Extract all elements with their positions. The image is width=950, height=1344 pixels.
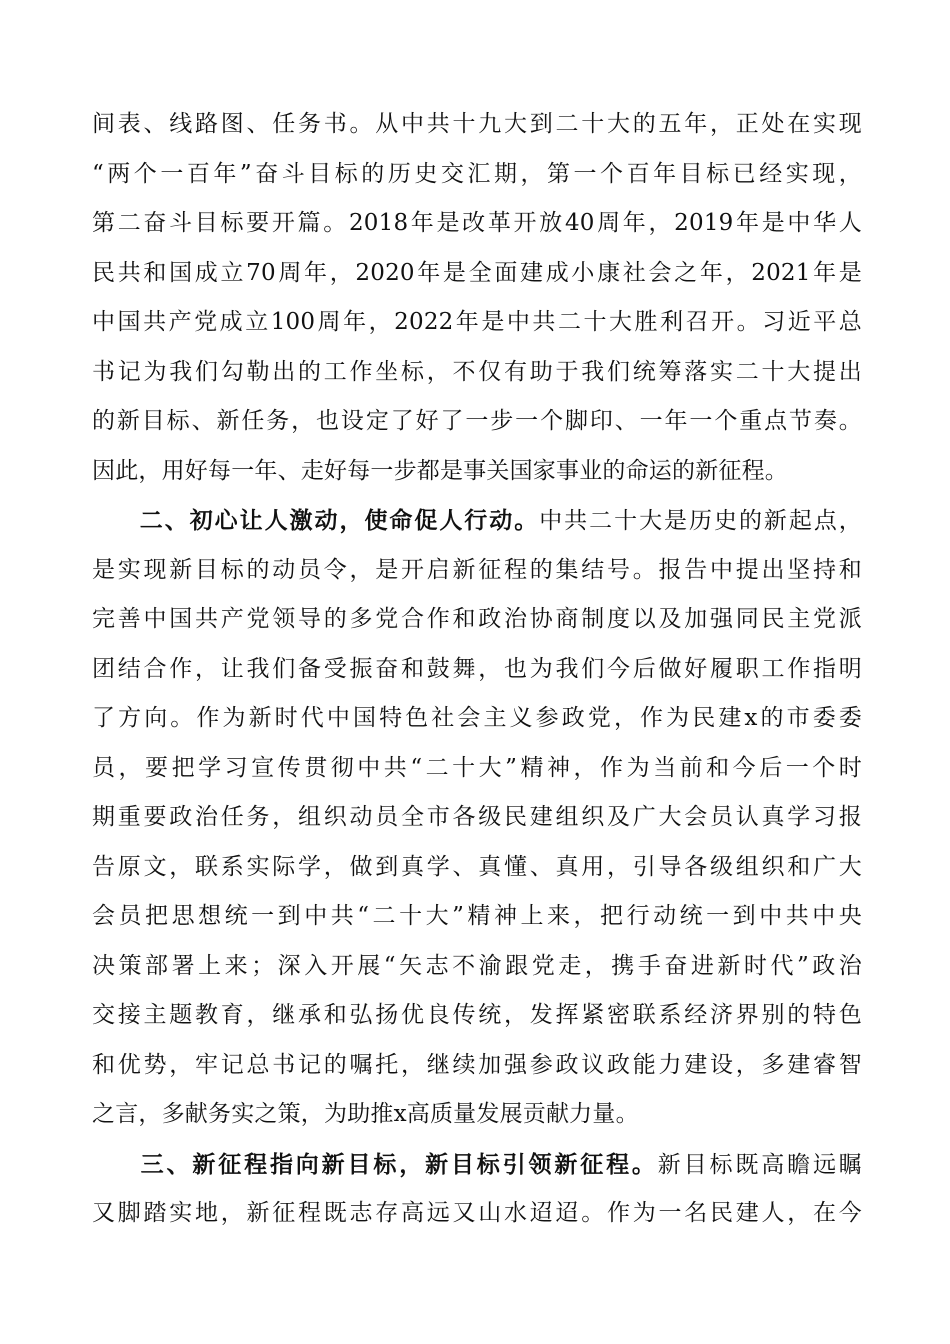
section-heading: 三、新征程指向新目标，新目标引领新征程。 <box>138 1150 658 1178</box>
text-line: 民共和国成立70周年，2020年是全面建成小康社会之年，2021年是 <box>92 259 862 286</box>
text-line: 又脚踏实地，新征程既志存高远又山水迢迢。作为一名民建人，在今 <box>92 1200 862 1226</box>
text-line: 交接主题教育，继承和弘扬优良传统，发挥紧密联系经济界别的特色 <box>92 1002 862 1028</box>
text-line: 团结合作，让我们备受振奋和鼓舞，也为我们今后做好履职工作指明 <box>92 655 862 682</box>
text-line: 完善中国共产党领导的多党合作和政治协商制度以及加强同民主党派 <box>92 606 862 632</box>
text-line: 和优势，牢记总书记的嘱托，继续加强参政议政能力建设，多建睿智 <box>92 1051 862 1078</box>
heading-tail-text: 中共二十大是历史的新起点， <box>539 508 862 534</box>
text-line: 之言，多献务实之策，为助推x高质量发展贡献力量。 <box>92 1101 639 1127</box>
text-line-with-heading <box>92 1140 862 1190</box>
text-line: 第二奋斗目标要开篇。2018年是改革开放40周年，2019年是中华人 <box>92 210 862 236</box>
text-line-with-heading <box>92 496 862 546</box>
heading-tail-text: 新目标既高瞻远瞩 <box>657 1151 862 1178</box>
text-line: 中国共产党成立100周年，2022年是中共二十大胜利召开。习近平总 <box>92 309 862 335</box>
text-line: 因此，用好每一年、走好每一步都是事关国家事业的命运的新征程。 <box>92 457 788 484</box>
text-line: 员，要把学习宣传贯彻中共“二十大”精神，作为当前和今后一个时 <box>92 754 862 781</box>
paragraph-3 <box>92 1140 862 1239</box>
text-line: 书记为我们勾勒出的工作坐标，不仅有助于我们统筹落实二十大提出 <box>92 358 862 385</box>
text-line: 告原文，联系实际学，做到真学、真懂、真用，引导各级组织和广大 <box>92 853 862 880</box>
text-line: 是实现新目标的动员令，是开启新征程的集结号。报告中提出坚持和 <box>92 556 862 583</box>
text-line: 了方向。作为新时代中国特色社会主义参政党，作为民建x的市委委 <box>92 705 862 731</box>
text-line: 的新目标、新任务，也设定了好了一步一个脚印、一年一个重点节奏。 <box>92 408 862 434</box>
section-heading: 二、初心让人激动，使命促人行动。 <box>138 507 540 534</box>
text-line: 会员把思想统一到中共“二十大”精神上来，把行动统一到中共中央 <box>92 903 862 929</box>
text-line: “两个一百年”奋斗目标的历史交汇期，第一个百年目标已经实现， <box>92 160 862 187</box>
text-line: 间表、线路图、任务书。从中共十九大到二十大的五年，正处在实现 <box>92 111 862 137</box>
text-line: 决策部署上来；深入开展“矢志不渝跟党走，携手奋进新时代”政治 <box>92 952 862 979</box>
text-line: 期重要政治任务，组织动员全市各级民建组织及广大会员认真学习报 <box>92 804 862 830</box>
paragraph-1 <box>92 100 862 496</box>
paragraph-2 <box>92 496 862 1140</box>
document-page <box>92 100 862 1239</box>
